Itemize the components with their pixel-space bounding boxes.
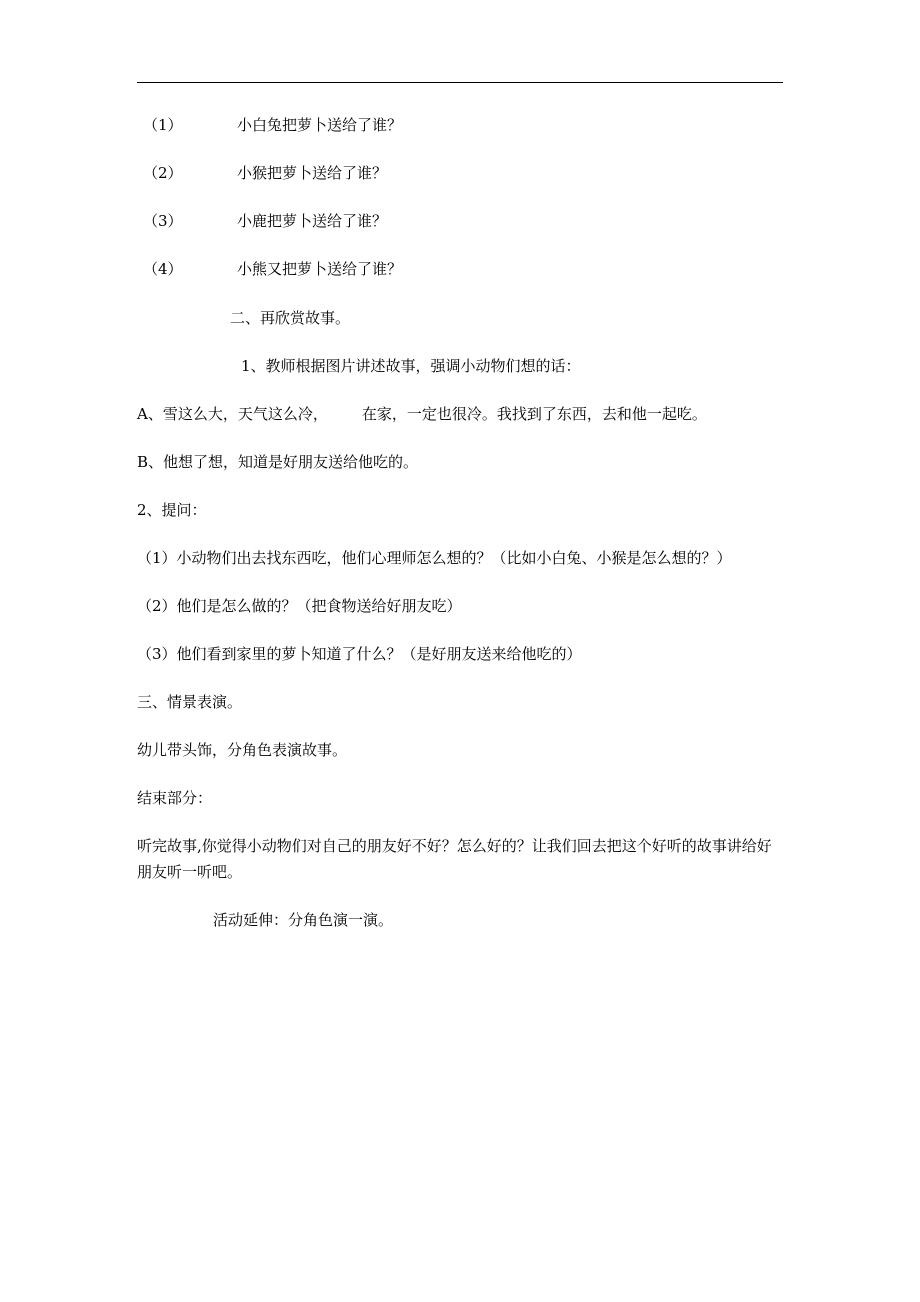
question-2-text: 小猴把萝卜送给了谁？ [237, 164, 388, 182]
quote-a-part-1: A、雪这么大，天气这么冷， [137, 405, 328, 423]
section-2-item-1: 1、教师根据图片讲述故事，强调小动物们想的话： [241, 357, 581, 375]
question-1-number: （1） [143, 116, 183, 134]
discussion-question-2: （2）他们是怎么做的？（把食物送给好朋友吃） [137, 597, 462, 615]
section-2-heading: 二、再欣赏故事。 [230, 309, 351, 327]
ending-body: 听完故事,你觉得小动物们对自己的朋友好不好？怎么好的？让我们回去把这个好听的故事讲给好朋友听一听吧。 [137, 837, 772, 881]
question-1-text: 小白兔把萝卜送给了谁？ [237, 116, 403, 134]
question-4-number: （4） [143, 260, 183, 278]
discussion-question-3: （3）他们看到家里的萝卜知道了什么？（是好朋友送来给他吃的） [137, 645, 582, 663]
ending-heading: 结束部分： [137, 789, 213, 807]
discussion-question-1: （1）小动物们出去找东西吃，他们心理师怎么想的？（比如小白兔、小猴是怎么想的？） [137, 549, 732, 567]
section-2-item-2: 2、提问： [137, 501, 207, 519]
question-2-number: （2） [143, 164, 183, 182]
quote-b: B、他想了想，知道是好朋友送给他吃的。 [137, 453, 419, 471]
header-rule [137, 82, 783, 83]
section-3-body: 幼儿带头饰，分角色表演故事。 [137, 741, 348, 759]
quote-a [137, 401, 707, 427]
question-4-text: 小熊又把萝卜送给了谁？ [237, 260, 403, 278]
quote-a-part-2: 在家，一定也很冷。我找到了东西，去和他一起吃。 [361, 405, 707, 423]
section-3-heading: 三、情景表演。 [137, 693, 243, 711]
question-3-number: （3） [143, 212, 183, 230]
activity-extension: 活动延伸：分角色演一演。 [213, 911, 394, 929]
question-3-text: 小鹿把萝卜送给了谁？ [237, 212, 388, 230]
